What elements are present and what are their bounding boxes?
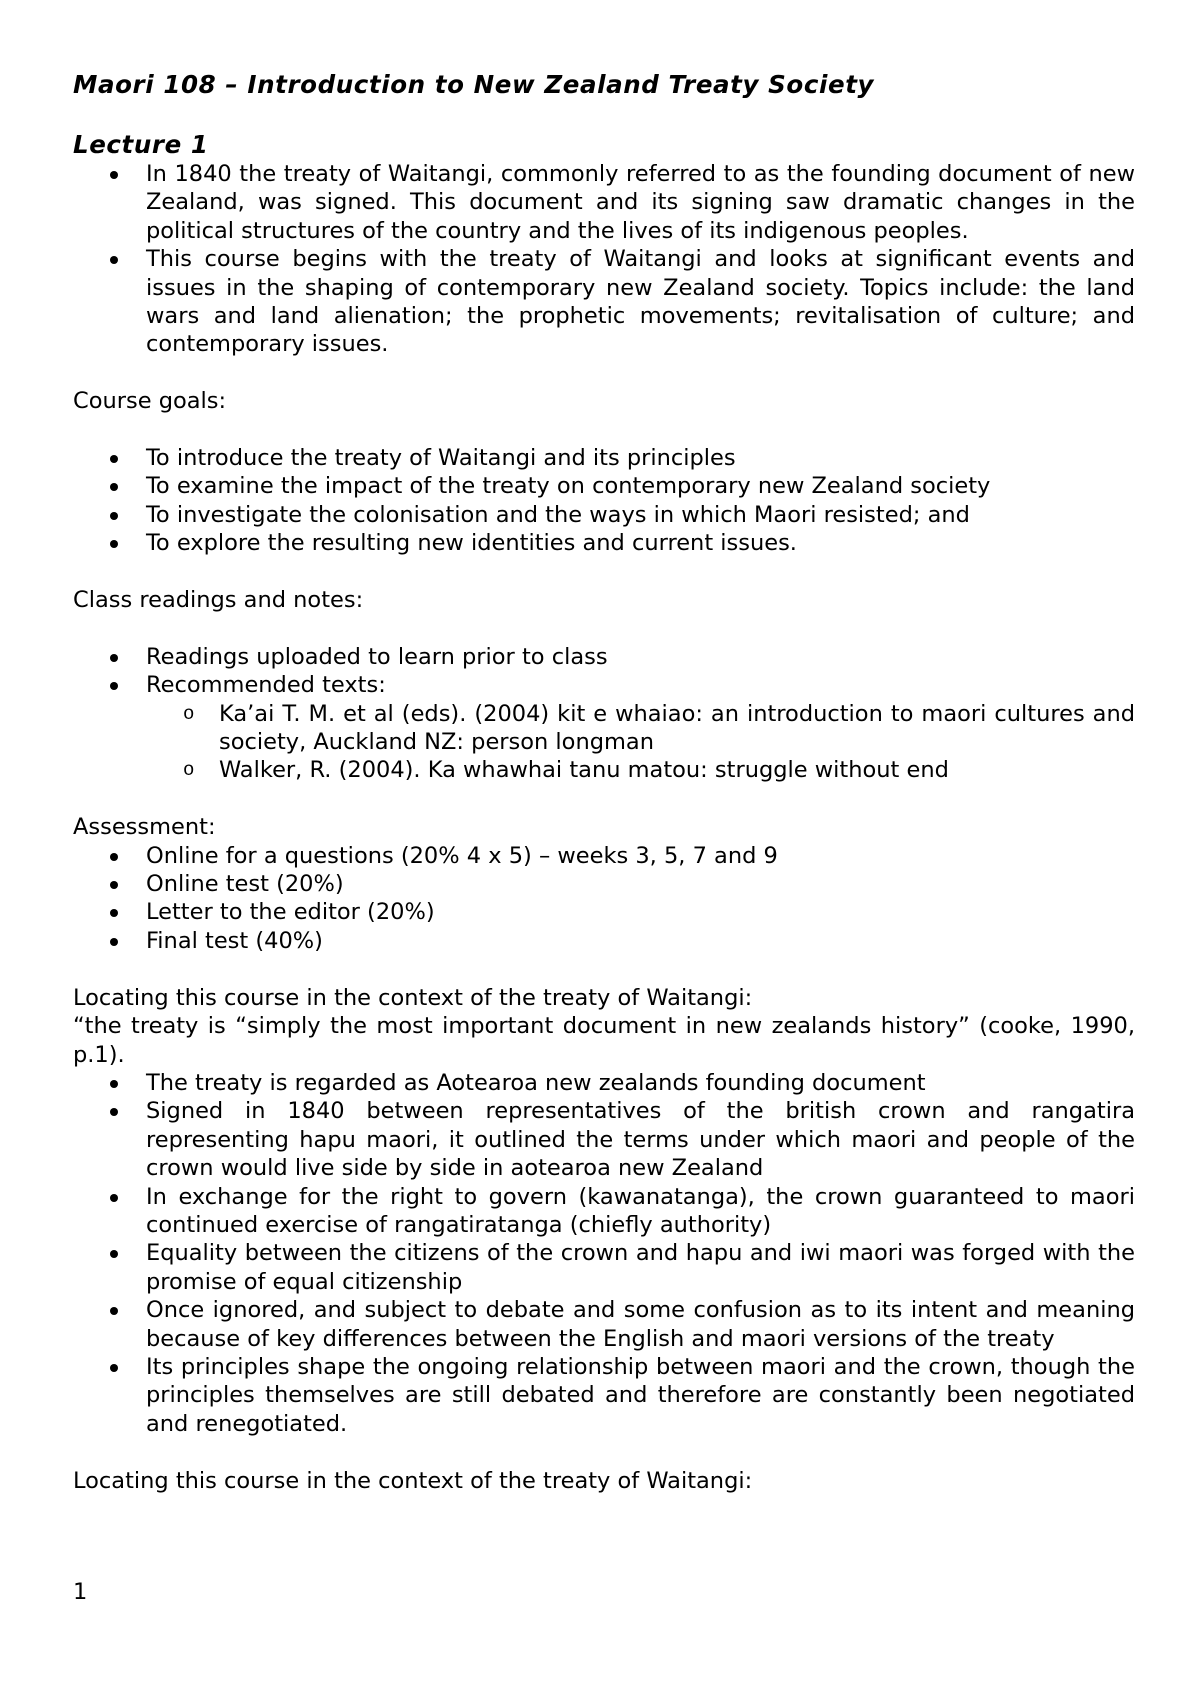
assessment-list	[73, 842, 1135, 956]
spacer	[73, 955, 1135, 983]
lecture-heading: Lecture 1	[73, 130, 209, 159]
course-goals-list	[73, 444, 1135, 558]
recommended-texts-list	[73, 700, 1135, 785]
list-item: Letter to the editor (20%)	[73, 898, 1135, 926]
list-item: Equality between the citizens of the crown and hapu and iwi maori was forged with the promise of equal citizenship	[73, 1239, 1135, 1296]
spacer	[73, 416, 1135, 444]
list-item: Online for a questions (20% 4 x 5) – weeks 3, 5, 7 and 9	[73, 842, 1135, 870]
intro-bullet-list	[73, 160, 1135, 359]
list-item: Final test (40%)	[73, 927, 1135, 955]
page-number: 1	[73, 1579, 88, 1605]
spacer	[73, 785, 1135, 813]
assessment-label: Assessment:	[73, 814, 216, 841]
treaty-quote: “the treaty is “simply the most important document in new zealands history” (cooke, 1990, p.1).	[73, 1013, 1135, 1068]
readings-label: Class readings and notes:	[73, 587, 364, 614]
list-item: Its principles shape the ongoing relationship between maori and the crown, though the principles themselves are still debated and therefore are constantly been negotiated and renegotiated.	[73, 1353, 1135, 1438]
document-page	[73, 70, 1135, 1495]
list-item: To investigate the colonisation and the ways in which Maori resisted; and	[73, 501, 1135, 529]
locating-label-repeat: Locating this course in the context of the treaty of Waitangi:	[73, 1467, 753, 1494]
list-item: Recommended texts:	[73, 671, 1135, 699]
spacer	[73, 359, 1135, 387]
list-item: Online test (20%)	[73, 870, 1135, 898]
spacer	[73, 558, 1135, 586]
locating-label: Locating this course in the context of the treaty of Waitangi:	[73, 984, 753, 1011]
document-title: Maori 108 – Introduction to New Zealand Treaty Society	[73, 70, 875, 99]
sub-list-item: o Walker, R. (2004). Ka whawhai tanu matou: struggle without end	[73, 756, 1135, 784]
course-goals-label: Course goals:	[73, 388, 227, 415]
list-item: To explore the resulting new identities and current issues.	[73, 529, 1135, 557]
list-item: Once ignored, and subject to debate and some confusion as to its intent and meaning because of key differences between the English and maori versions of the treaty	[73, 1296, 1135, 1353]
list-item: In 1840 the treaty of Waitangi, commonly referred to as the founding document of new Zealand, was signed. This document and its signing saw dramatic changes in the political structures of the country and the lives of its indigenous peoples.	[73, 160, 1135, 245]
sub-list-item: o Ka’ai T. M. et al (eds). (2004) kit e whaiao: an introduction to maori cultures and society, Auckland NZ: person longman	[73, 700, 1135, 757]
spacer	[73, 1438, 1135, 1466]
list-item: To examine the impact of the treaty on contemporary new Zealand society	[73, 472, 1135, 500]
locating-list	[73, 1069, 1135, 1438]
list-item: Readings uploaded to learn prior to class	[73, 643, 1135, 671]
list-item: The treaty is regarded as Aotearoa new zealands founding document	[73, 1069, 1135, 1097]
list-item: To introduce the treaty of Waitangi and its principles	[73, 444, 1135, 472]
spacer	[73, 614, 1135, 642]
list-item: In exchange for the right to govern (kawanatanga), the crown guaranteed to maori continued exercise of rangatiratanga (chiefly authority)	[73, 1183, 1135, 1240]
readings-list	[73, 643, 1135, 700]
list-item: This course begins with the treaty of Waitangi and looks at significant events and issues in the shaping of contemporary new Zealand society. Topics include: the land wars and land alienation; the prophetic movements; revitalisation of culture; and contemporary issues.	[73, 245, 1135, 359]
list-item: Signed in 1840 between representatives of the british crown and rangatira representing hapu maori, it outlined the terms under which maori and people of the crown would live side by side in aotearoa new Zealand	[73, 1097, 1135, 1182]
